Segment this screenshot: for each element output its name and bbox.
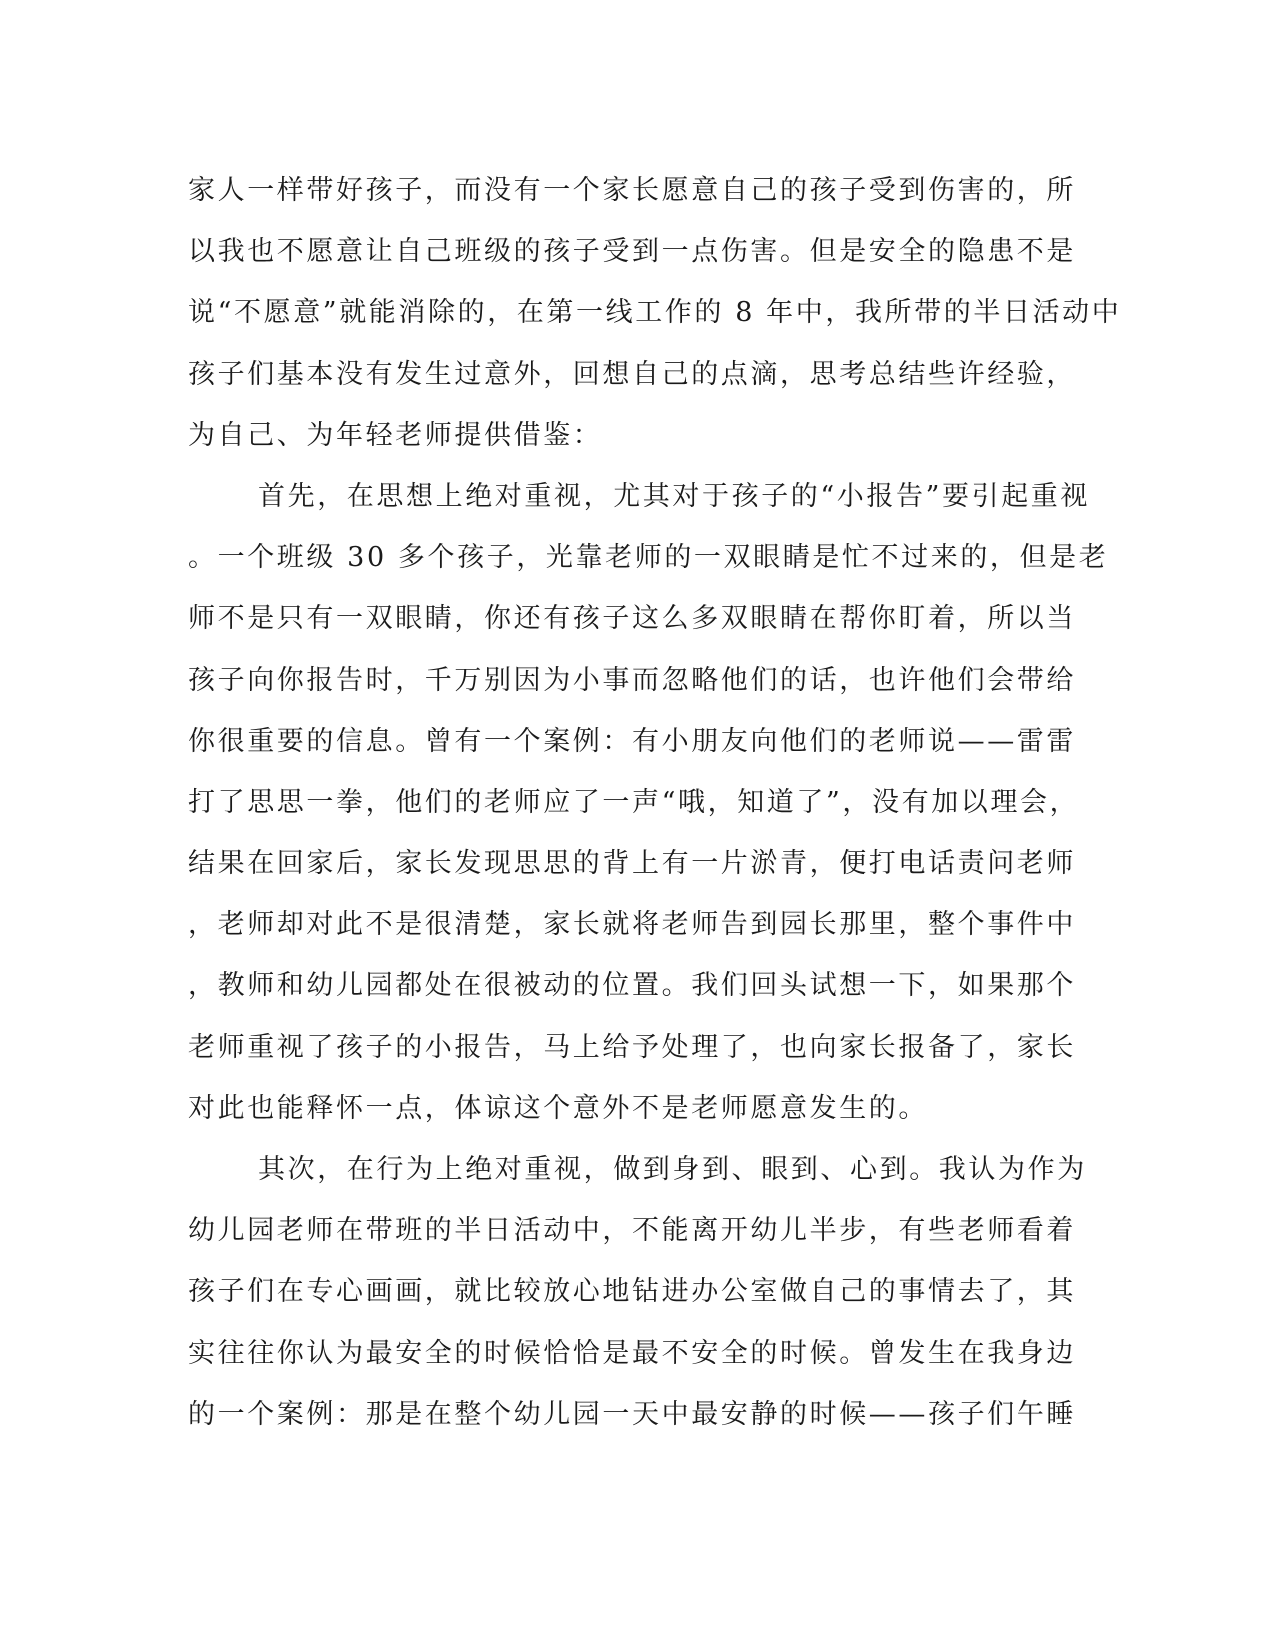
text-line: 结果在回家后，家长发现思思的背上有一片淤青，便打电话责问老师 <box>188 848 1076 880</box>
text-line: 说“不愿意”就能消除的，在第一线工作的 8 年中，我所带的半日活动中 <box>188 297 1122 329</box>
text-line: ，老师却对此不是很清楚，家长就将老师告到园长那里，整个事件中 <box>188 909 1076 941</box>
text-line: 首先，在思想上绝对重视，尤其对于孩子的“小报告”要引起重视 <box>258 480 1091 512</box>
text-line: 孩子向你报告时，千万别因为小事而忽略他们的话，也许他们会带给 <box>188 664 1076 696</box>
text-line: 幼儿园老师在带班的半日活动中，不能离开幼儿半步，有些老师看着 <box>188 1215 1076 1247</box>
text-line: 你很重要的信息。曾有一个案例：有小朋友向他们的老师说——雷雷 <box>188 725 1076 757</box>
text-line: 以我也不愿意让自己班级的孩子受到一点伤害。但是安全的隐患不是 <box>188 236 1076 268</box>
body-text <box>188 160 1122 1445</box>
text-line: 其次，在行为上绝对重视，做到身到、眼到、心到。我认为作为 <box>258 1154 1087 1185</box>
text-line: 打了思思一拳，他们的老师应了一声“哦，知道了”，没有加以理会， <box>188 786 1080 818</box>
text-line: 的一个案例：那是在整个幼儿园一天中最安静的时候——孩子们午睡 <box>188 1398 1076 1430</box>
text-line: 。一个班级 30 多个孩子，光靠老师的一双眼睛是忙不过来的，但是老 <box>188 542 1109 574</box>
text-line: 师不是只有一双眼睛，你还有孩子这么多双眼睛在帮你盯着，所以当 <box>188 603 1076 635</box>
text-line: 实往往你认为最安全的时候恰恰是最不安全的时候。曾发生在我身边 <box>188 1337 1076 1369</box>
text-line: 孩子们在专心画画，就比较放心地钻进办公室做自己的事情去了，其 <box>188 1276 1076 1308</box>
text-line: 孩子们基本没有发生过意外，回想自己的点滴，思考总结些许经验， <box>188 358 1076 390</box>
text-line: ，教师和幼儿园都处在很被动的位置。我们回头试想一下，如果那个 <box>188 970 1076 1002</box>
text-line: 老师重视了孩子的小报告，马上给予处理了，也向家长报备了，家长 <box>188 1031 1076 1063</box>
text-line: 对此也能释怀一点，体谅这个意外不是老师愿意发生的。 <box>188 1092 928 1124</box>
text-line: 为自己、为年轻老师提供借鉴： <box>188 419 603 451</box>
text-line: 家人一样带好孩子，而没有一个家长愿意自己的孩子受到伤害的，所 <box>188 175 1076 206</box>
